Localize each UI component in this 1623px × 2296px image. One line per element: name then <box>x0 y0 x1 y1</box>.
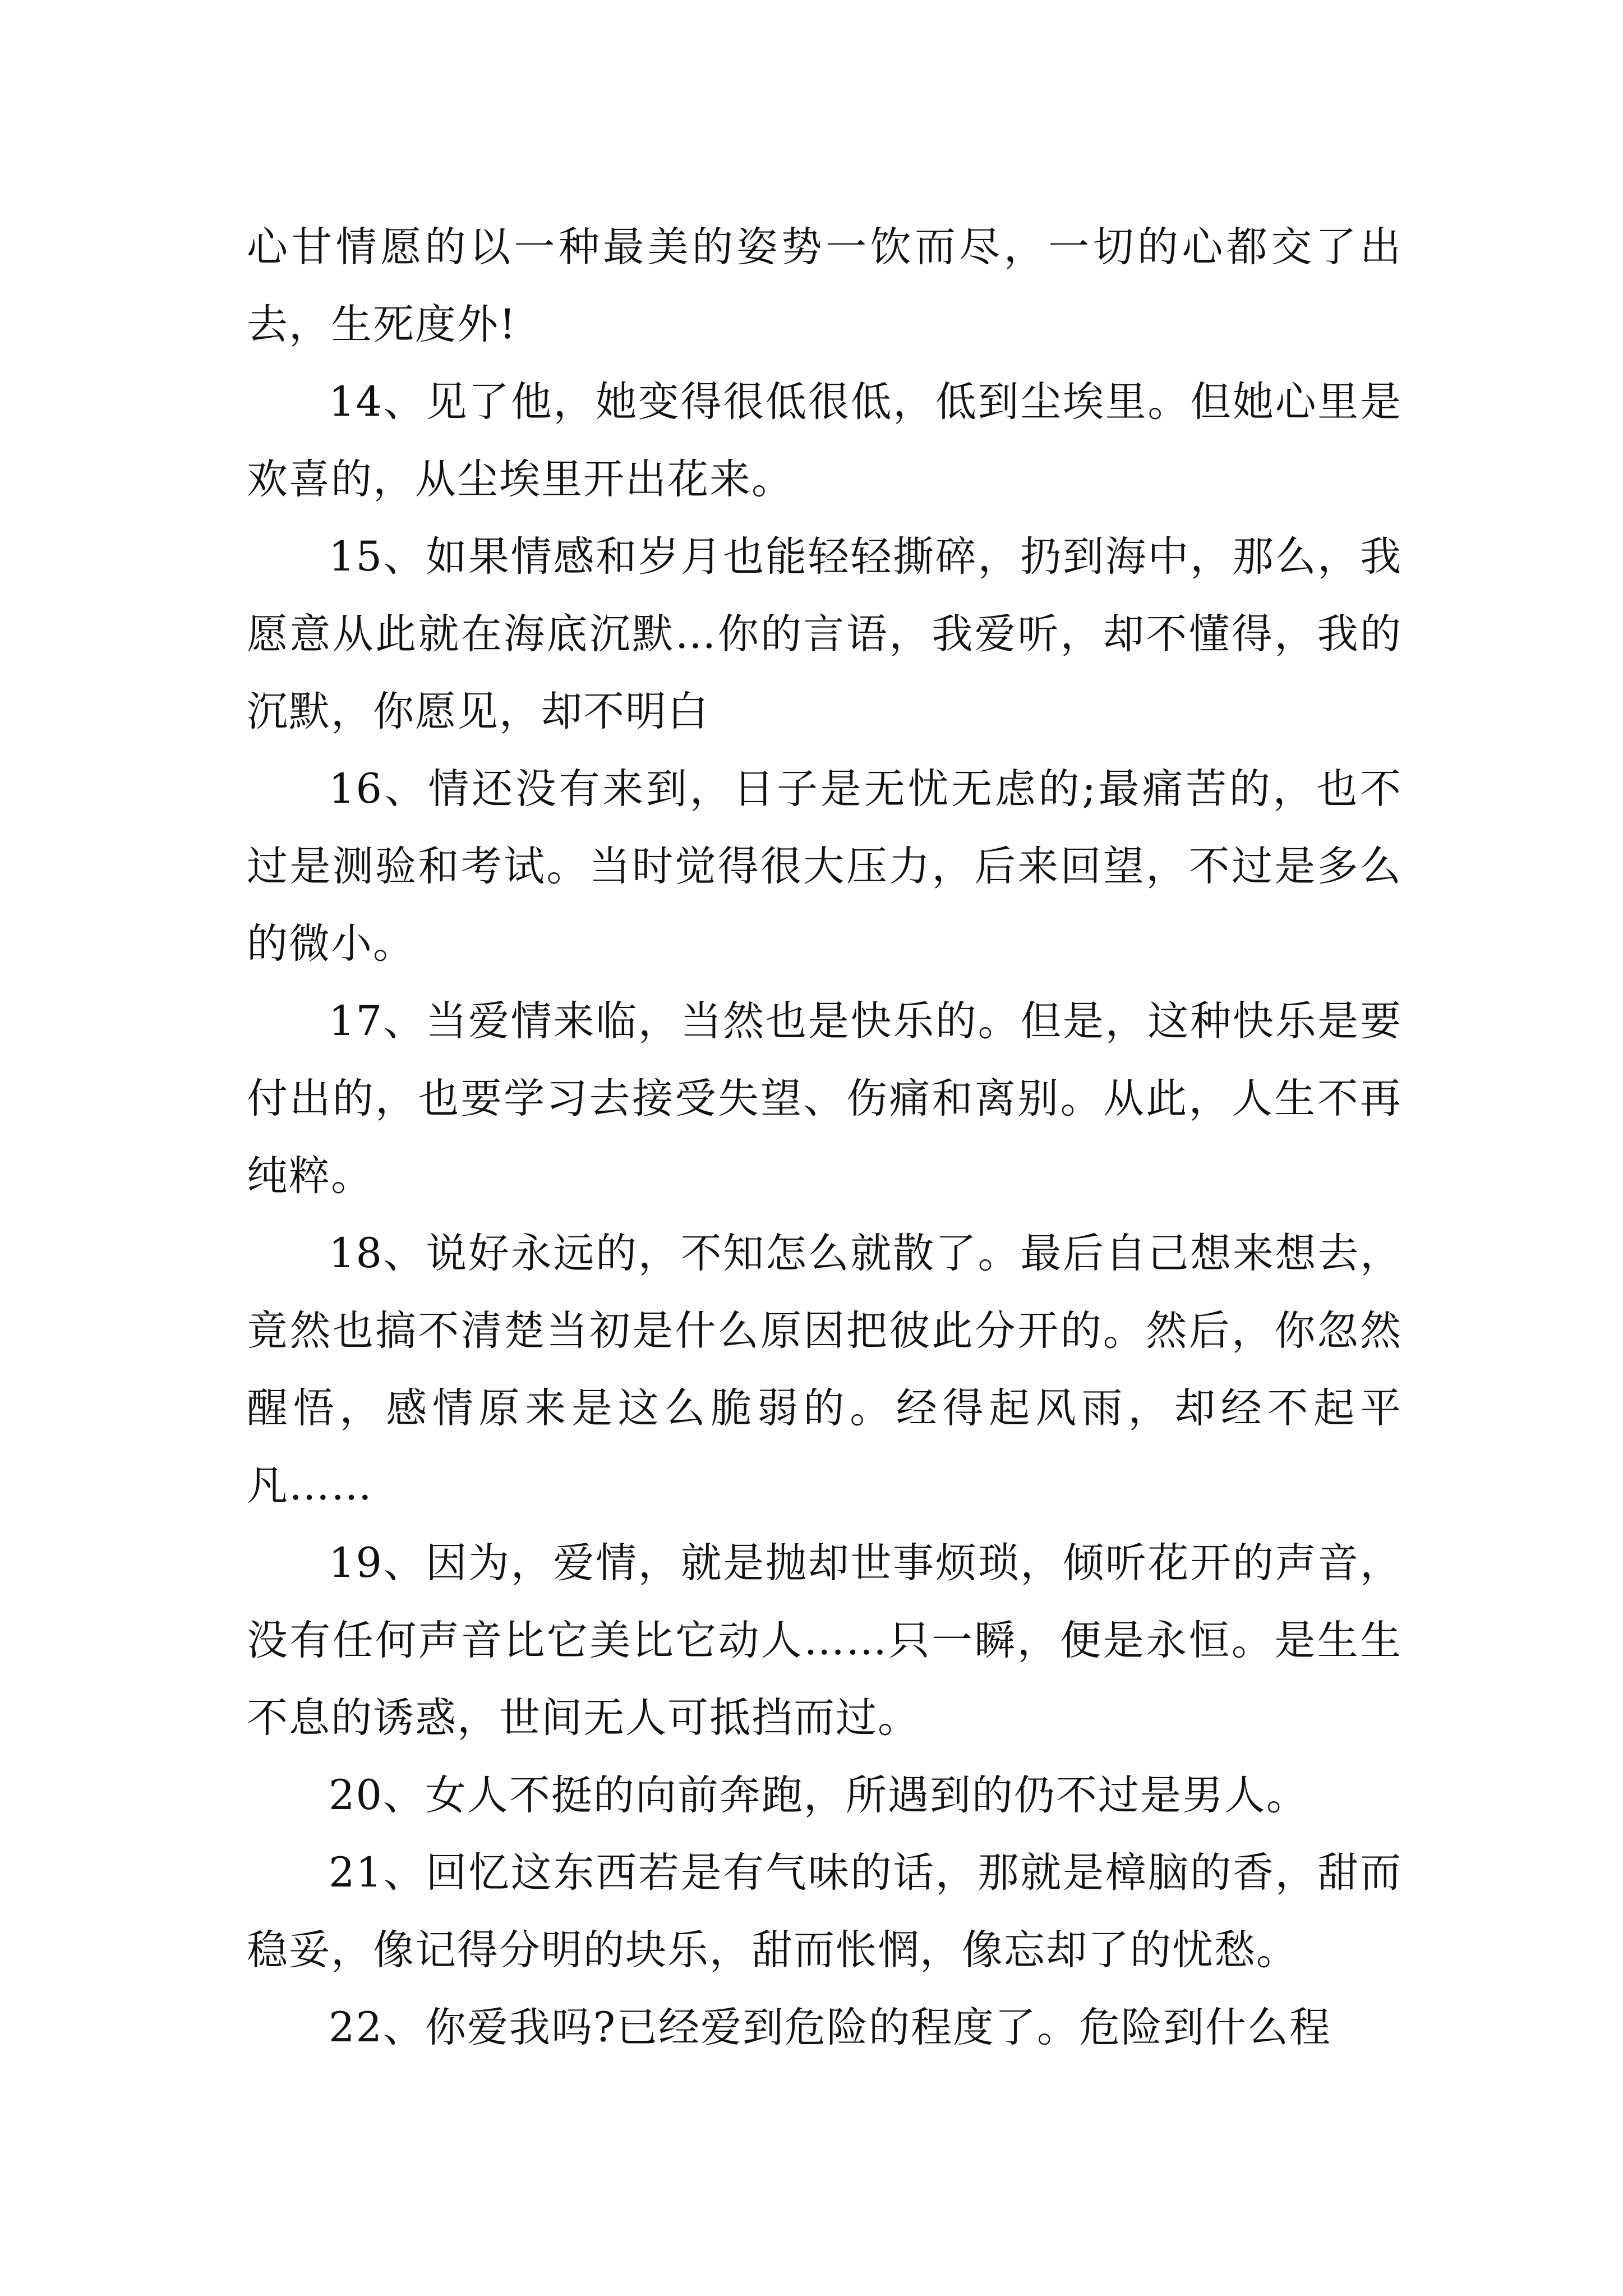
paragraph-16: 16、情还没有来到，日子是无忧无虑的;最痛苦的，也不过是测验和考试。当时觉得很大压力，后来回望，不过是多么的微小。 <box>247 765 1402 968</box>
document-body <box>247 209 1402 2067</box>
paragraph-20: 20、女人不挺的向前奔跑，所遇到的仍不过是男人。 <box>329 1772 1308 1819</box>
paragraph-22: 22、你爱我吗?已经爱到危险的程度了。危险到什么程 <box>329 2004 1332 2051</box>
paragraph-21: 21、回忆这东西若是有气味的话，那就是樟脑的香，甜而稳妥，像记得分明的块乐，甜而怅惘，像忘却了的忧愁。 <box>247 1849 1402 1974</box>
paragraph-15: 15、如果情感和岁月也能轻轻撕碎，扔到海中，那么，我愿意从此就在海底沉默…你的言语，我爱听，却不懂得，我的沉默，你愿见，却不明白 <box>247 533 1402 735</box>
paragraph-17: 17、当爱情来临，当然也是快乐的。但是，这种快乐是要付出的，也要学习去接受失望、伤痛和离别。从此，人生不再纯粹。 <box>247 997 1402 1200</box>
paragraph-18: 18、说好永远的，不知怎么就散了。最后自己想来想去，竟然也搞不清楚当初是什么原因把彼此分开的。然后，你忽然醒悟，感情原来是这么脆弱的。经得起风雨，却经不起平凡…… <box>247 1230 1402 1510</box>
paragraph-continuation: 心甘情愿的以一种最美的姿势一饮而尽，一切的心都交了出去，生死度外! <box>247 223 1402 348</box>
paragraph-14: 14、见了他，她变得很低很低，低到尘埃里。但她心里是欢喜的，从尘埃里开出花来。 <box>247 378 1402 503</box>
paragraph-19: 19、因为，爱情，就是抛却世事烦琐，倾听花开的声音，没有任何声音比它美比它动人……只一瞬，便是永恒。是生生不息的诱惑，世间无人可抵挡而过。 <box>247 1539 1402 1742</box>
